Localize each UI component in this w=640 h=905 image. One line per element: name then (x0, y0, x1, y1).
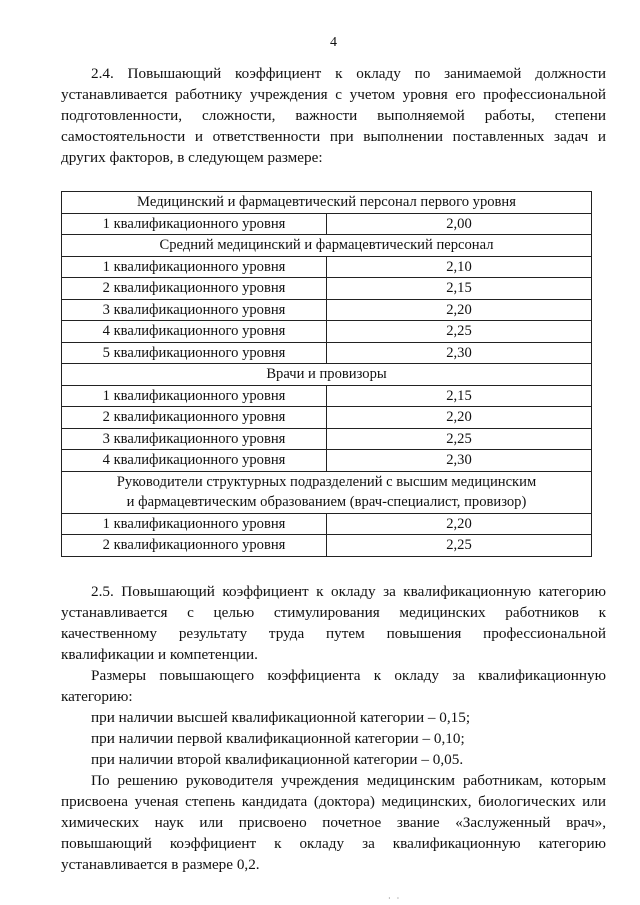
value-cell: 2,20 (327, 407, 592, 429)
paragraph-2-4: 2.4. Повышающий коэффициент к окладу по занимаемой должности устанавливается работнику учреждения с учетом уровня его профессиональной подготовленности, сложности, важности выполняемой работы, степени самостоятельности и ответственности при выполнении поставленных задач и других факторов, в следующем размере: (61, 65, 606, 166)
scan-artifact: · · (388, 894, 402, 903)
page-number: 4 (330, 35, 337, 50)
table-row (62, 256, 592, 278)
list-item-highest-category: при наличии высшей квалификационной категории – 0,15; (91, 708, 471, 726)
table-row (62, 450, 592, 472)
list-item-first-category: при наличии первой квалификационной категории – 0,10; (91, 729, 465, 747)
group-title: Средний медицинский и фармацевтический персонал (62, 235, 592, 257)
level-cell: 2 квалификационного уровня (62, 535, 327, 557)
paragraph-2-5: 2.5. Повышающий коэффициент к окладу за квалификационную категорию устанавливается с целью стимулирования медицинских работников к качественному результату труда путем повышения профессиональной квалификации и компетенции. (61, 582, 606, 663)
table-group-header (62, 192, 592, 214)
table-row (62, 342, 592, 364)
value-cell: 2,20 (327, 299, 592, 321)
value-cell: 2,25 (327, 321, 592, 343)
level-cell: 1 квалификационного уровня (62, 513, 327, 535)
paragraph-coefficient-sizes: Размеры повышающего коэффициента к окладу за квалификационную категорию: (61, 666, 606, 705)
level-cell: 1 квалификационного уровня (62, 256, 327, 278)
level-cell: 2 квалификационного уровня (62, 407, 327, 429)
value-cell: 2,25 (327, 428, 592, 450)
level-cell: 4 квалификационного уровня (62, 321, 327, 343)
level-cell: 3 квалификационного уровня (62, 299, 327, 321)
value-cell: 2,30 (327, 450, 592, 472)
table-row (62, 278, 592, 300)
document-page (61, 34, 606, 875)
table-row (62, 385, 592, 407)
value-cell: 2,20 (327, 513, 592, 535)
table-row (62, 535, 592, 557)
value-cell: 2,30 (327, 342, 592, 364)
table-group-header (62, 471, 592, 513)
group-title (62, 471, 592, 513)
value-cell: 2,25 (327, 535, 592, 557)
list-item-second-category: при наличии второй квалификационной категории – 0,05. (91, 750, 464, 768)
table-row (62, 513, 592, 535)
level-cell: 3 квалификационного уровня (62, 428, 327, 450)
table-group-header (62, 235, 592, 257)
group-title: Врачи и провизоры (62, 364, 592, 386)
table-row (62, 299, 592, 321)
value-cell: 2,00 (327, 213, 592, 235)
level-cell: 5 квалификационного уровня (62, 342, 327, 364)
table-row (62, 407, 592, 429)
group-title-line: Руководители структурных подразделений с высшим медицинским (116, 473, 537, 490)
table-row (62, 321, 592, 343)
paragraph-academic-degree: По решению руководителя учреждения медицинским работникам, которым присвоена ученая степень кандидата (доктора) медицинских, биологических или химических наук или присвоено почетное звание «Заслуженный врач», повышающий коэффициент к окладу за квалификационную категорию устанавливается в размере 0,2. (61, 771, 606, 873)
table-group-header (62, 364, 592, 386)
level-cell: 1 квалификационного уровня (62, 213, 327, 235)
value-cell: 2,15 (327, 385, 592, 407)
coefficient-table (61, 191, 592, 557)
table-row (62, 428, 592, 450)
level-cell: 1 квалификационного уровня (62, 385, 327, 407)
table-row (62, 213, 592, 235)
value-cell: 2,15 (327, 278, 592, 300)
group-title-line: и фармацевтическим образованием (врач-специалист, провизор) (126, 494, 527, 510)
level-cell: 4 квалификационного уровня (62, 450, 327, 472)
level-cell: 2 квалификационного уровня (62, 278, 327, 300)
group-title: Медицинский и фармацевтический персонал первого уровня (62, 192, 592, 214)
value-cell: 2,10 (327, 256, 592, 278)
